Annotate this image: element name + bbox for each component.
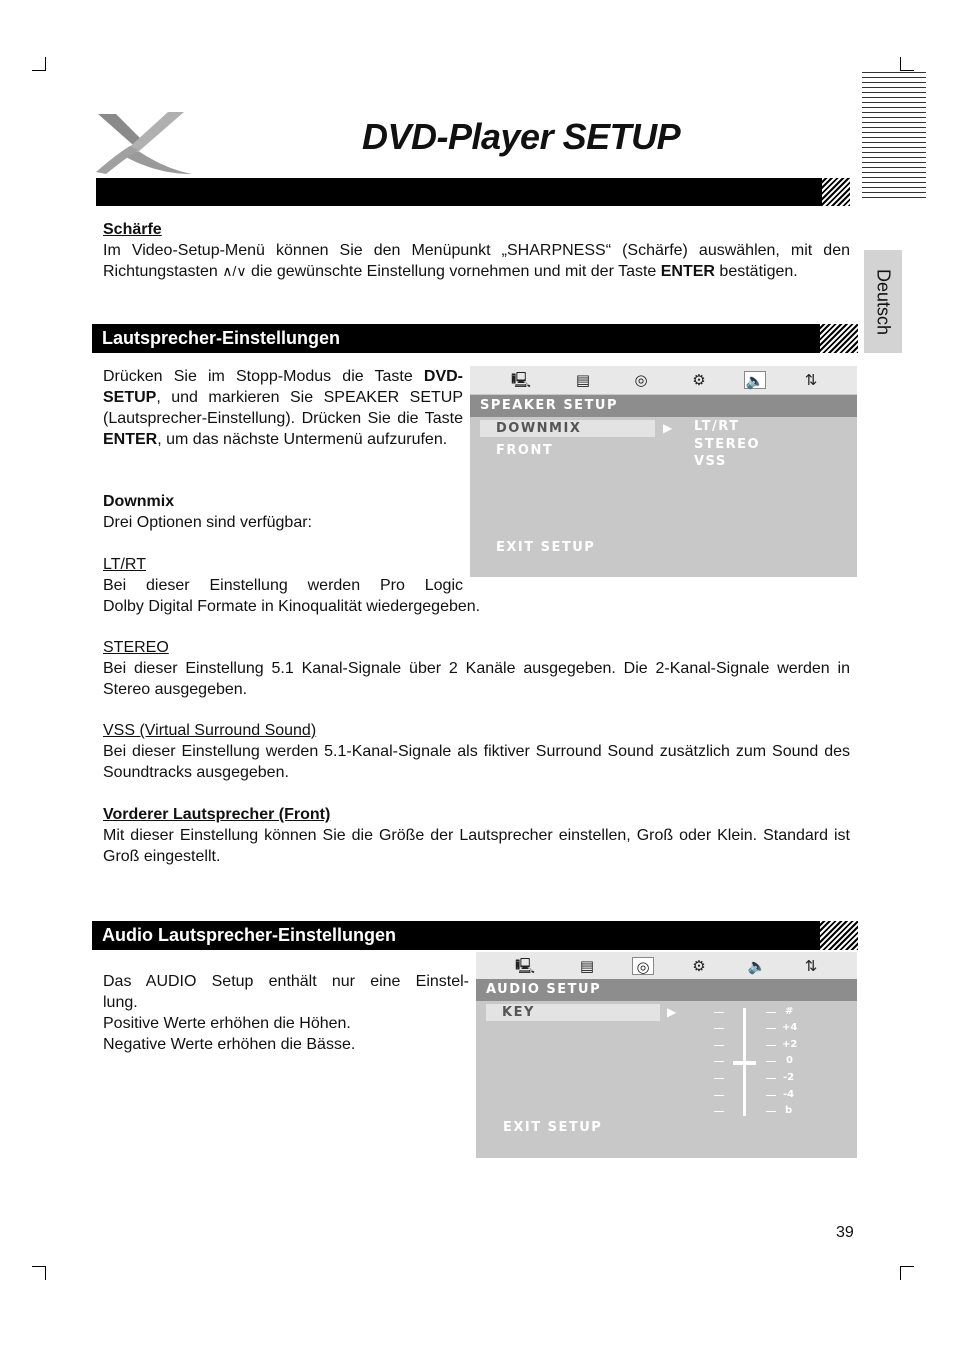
language-tab [864,250,902,353]
vss-heading: VSS (Virtual Surround Sound) [103,722,317,739]
preference-icon[interactable]: ⚙ [692,957,706,975]
audio-setup-screen [476,952,857,1158]
video-setup-icon[interactable]: ▤ [579,957,595,975]
submenu-arrow-icon: ▶ [663,421,673,435]
stereo-text: Bei dieser Einstellung 5.1 Kanal-Signale über 2 Kanäle ausgegeben. Die 2-Kanal-Signale werden in Stereo ausgegeben. [103,660,850,698]
stereo-block [103,637,850,700]
menu-item-front[interactable]: FRONT [496,443,554,458]
audio-negative-text: Negative Werte erhöhen die Bässe. [103,1036,356,1053]
option-ltrt[interactable]: LT/RT [694,419,740,434]
sharpness-text: Im Video-Setup-Menü können Sie den Menüpunkt „SHARPNESS“ (Schärfe) auswählen, mit den Richtungstasten ∧/∨ die gewünschte Einstellung vornehmen und mit der Taste ENTER bestätigen. [103,242,850,280]
language-tab-label: Deutsch [873,268,894,335]
audio-section-bar [92,921,858,950]
header-bar [96,178,850,206]
submenu-arrow-icon: ▶ [667,1005,677,1019]
crop-mark-top-right [900,57,914,71]
vss-block [103,720,850,783]
audio-intro-text: Das AUDIO Setup enthält nur eine Einstel- lung. [103,973,469,1011]
downmix-text: Drei Optionen sind verfügbar: [103,514,312,531]
key-slider-handle[interactable] [733,1061,756,1065]
speaker-setup-icon[interactable]: 🔈 [745,372,765,390]
level-label: +4 [782,1022,798,1033]
audio-setup-icon[interactable]: ◎ [634,371,648,389]
level-label: +2 [782,1039,798,1050]
sharpness-block [103,219,850,282]
crop-mark-bottom-right [900,1266,914,1280]
menu-item-key[interactable]: KEY [486,1004,660,1021]
front-heading: Vorderer Lautsprecher (Front) [103,806,331,823]
option-stereo[interactable]: STEREO [694,437,761,452]
audio-menu-title: AUDIO SETUP [476,979,857,1001]
decorative-stripes [862,72,926,198]
downmix-block [103,491,463,533]
level-label: 0 [786,1055,793,1066]
exit-setup-button[interactable]: EXIT SETUP [503,1120,603,1135]
audio-positive-text: Positive Werte erhöhen die Höhen. [103,1015,351,1032]
level-label: b [785,1105,793,1116]
setup-icon-bar [470,366,857,394]
speaker-section-bar [92,324,858,353]
exit-setup-button[interactable]: EXIT SETUP [496,540,596,555]
speaker-setup-screen [470,366,857,577]
stereo-heading: STEREO [103,639,169,656]
sharpness-heading: Schärfe [103,221,162,238]
front-block [103,804,850,867]
page-number: 39 [836,1224,854,1241]
front-text: Mit dieser Einstellung können Sie die Größe der Lautsprecher einstellen, Groß oder Klein. Standard ist Groß eingestellt. [103,827,850,865]
audio-icon-bar [476,952,857,980]
level-label: # [785,1006,794,1017]
level-label: -4 [783,1089,795,1100]
brand-logo-icon [94,110,194,176]
general-setup-icon[interactable]: 🖳 [514,957,535,975]
audio-section-title: Audio Lautsprecher-Einstellungen [102,925,397,945]
level-label: -2 [783,1072,795,1083]
audio-setup-icon[interactable]: ◎ [632,957,654,975]
ltrt-text: Bei dieser Einstellung werden Pro Logic Dolby Digital Formate in Kinoqualität wiedergegeben. [103,577,481,615]
page-title: DVD-Player SETUP [362,116,681,157]
password-icon[interactable]: ⇅ [804,957,818,975]
crop-mark-top-left [32,57,46,71]
general-setup-icon[interactable]: 🖳 [510,371,531,389]
preference-icon[interactable]: ⚙ [692,371,706,389]
speaker-setup-icon[interactable]: 🔈 [747,957,767,975]
vss-text: Bei dieser Einstellung werden 5.1-Kanal-Signale als fiktiver Surround Sound zusätzlich zum Sound des Soundtracks ausgegeben. [103,743,850,781]
speaker-section-title: Lautsprecher-Einstellungen [102,328,341,348]
video-setup-icon[interactable]: ▤ [575,371,591,389]
menu-item-downmix[interactable]: DOWNMIX [480,420,655,437]
ltrt-heading: LT/RT [103,556,146,573]
crop-mark-bottom-left [32,1266,46,1280]
speaker-menu-title: SPEAKER SETUP [470,395,857,417]
audio-intro [103,971,469,1055]
password-icon[interactable]: ⇅ [804,371,818,389]
speaker-intro: Drücken Sie im Stopp-Modus die Taste DVD-SETUP, und markieren Sie SPEAKER SETUP (Lautsprecher-Einstellung). Drücken Sie die Taste ENTER, um das nächste Untermenü aufzurufen. [103,368,463,448]
option-vss[interactable]: VSS [694,454,727,469]
downmix-heading: Downmix [103,493,175,510]
